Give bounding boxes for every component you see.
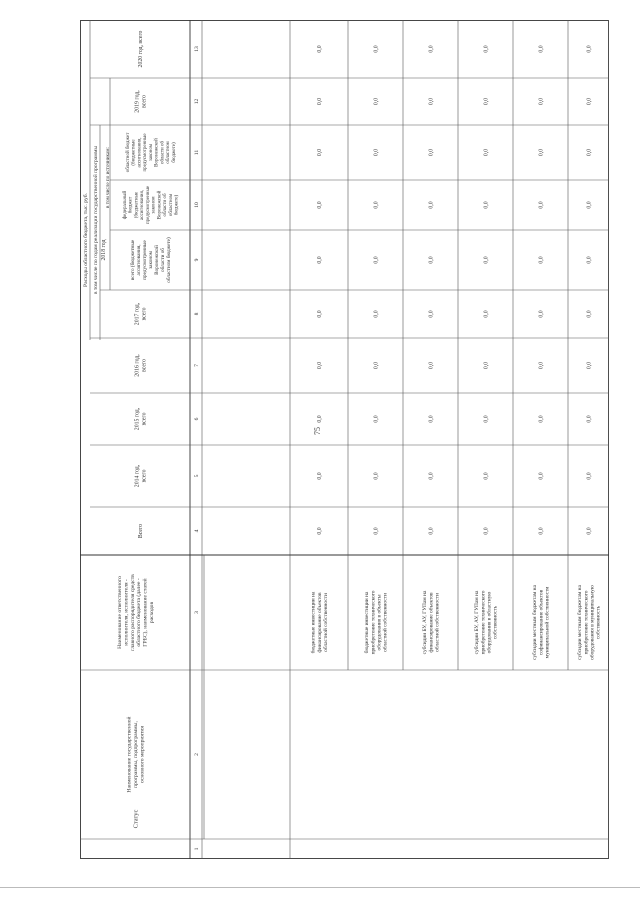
svg-text:0,0: 0,0 — [538, 310, 545, 318]
svg-text:бюджетные инвестиции нафинанси: бюджетные инвестиции нафинансирование объектовобластной собственности — [310, 591, 330, 654]
table-row-1-value-7 — [317, 362, 323, 369]
header-2019 — [135, 90, 148, 113]
column-number-2 — [194, 753, 200, 756]
svg-text:0,0: 0,0 — [428, 256, 435, 264]
svg-text:0,0: 0,0 — [586, 97, 593, 106]
svg-text:0,0: 0,0 — [538, 97, 545, 106]
column-number-11 — [194, 150, 200, 156]
table-row-2-value-7 — [374, 362, 380, 369]
svg-text:0,0: 0,0 — [538, 527, 545, 535]
table-row-6-value-10 — [587, 201, 593, 208]
header-2018-sources — [105, 146, 111, 207]
svg-text:0,0: 0,0 — [428, 361, 435, 370]
table-row-2-value-5 — [374, 472, 380, 479]
header-2018-total — [129, 237, 172, 283]
svg-text:0,0: 0,0 — [317, 527, 324, 535]
svg-text:9: 9 — [193, 258, 200, 262]
svg-text:2015 год,всего: 2015 год,всего — [134, 407, 148, 431]
svg-text:0,0: 0,0 — [428, 472, 435, 480]
header-total — [138, 524, 144, 538]
header-2018-federal — [123, 185, 180, 224]
table-row-4-value-12 — [484, 98, 490, 105]
svg-text:10: 10 — [193, 202, 200, 208]
svg-text:0,0: 0,0 — [428, 45, 435, 53]
column-number-3 — [194, 611, 200, 614]
table-row-6-executor — [576, 584, 602, 660]
table-row-5-executor — [531, 584, 550, 660]
svg-text:2017 год,всего: 2017 год,всего — [134, 302, 148, 326]
svg-text:0,0: 0,0 — [373, 472, 380, 480]
svg-text:0,0: 0,0 — [483, 527, 490, 535]
svg-text:областной бюджет(бюджетныеасси: областной бюджет(бюджетныеассигнования,предусмотренныезакономВоронежскойобласти обобластномбюджете) — [125, 132, 177, 173]
table-row-2-executor — [363, 590, 389, 654]
svg-text:0,0: 0,0 — [483, 415, 490, 423]
table-row-6-value-4 — [587, 527, 593, 534]
table-row-3-value-10 — [429, 201, 435, 208]
svg-text:0,0: 0,0 — [483, 97, 490, 106]
header-2018-regional — [126, 132, 177, 172]
header-program-name — [126, 716, 146, 792]
header-status — [132, 809, 139, 828]
table-row-2-value-4 — [374, 527, 380, 534]
svg-text:0,0: 0,0 — [483, 361, 490, 370]
svg-text:0,0: 0,0 — [373, 361, 380, 370]
svg-text:субсидии БУ, АУ, ГУПам нафинан: субсидии БУ, АУ, ГУПам нафинансирование объектовобластной собственности — [422, 590, 441, 655]
header-years-subgroup — [92, 146, 99, 294]
svg-text:бюджетные инвестиции наприобре: бюджетные инвестиции наприобретение техническогооборудования в объектыобластной собственности — [364, 590, 389, 655]
header-2015 — [135, 407, 148, 430]
svg-text:11: 11 — [193, 149, 200, 156]
svg-text:всего (бюджетныеассигнования,п: всего (бюджетныеассигнования,предусмотренныезакономВоронежскойобласти обобластном бюджете) — [129, 237, 172, 283]
svg-text:0,0: 0,0 — [483, 310, 490, 318]
table-row-3-value-8 — [429, 310, 435, 317]
svg-text:0,0: 0,0 — [373, 201, 380, 209]
table-row-4-value-11 — [484, 149, 490, 156]
table-row-6-value-8 — [587, 310, 593, 317]
table-row-4-value-13 — [484, 45, 490, 52]
header-2018 — [101, 239, 107, 260]
svg-text:0,0: 0,0 — [483, 472, 490, 480]
table-row-4-value-5 — [484, 472, 490, 479]
table-row-4-executor — [473, 590, 499, 654]
table-row-1-value-11 — [317, 149, 323, 156]
column-number-6 — [194, 417, 200, 420]
svg-text:0,0: 0,0 — [428, 148, 435, 157]
table-row-4-value-10 — [484, 201, 490, 208]
svg-text:0,0: 0,0 — [317, 310, 324, 318]
table-row-4-value-9 — [484, 256, 490, 263]
svg-text:0,0: 0,0 — [428, 97, 435, 106]
table-row-4-value-7 — [484, 362, 490, 369]
svg-text:0,0: 0,0 — [538, 472, 545, 480]
svg-text:0,0: 0,0 — [538, 361, 545, 370]
svg-text:0,0: 0,0 — [373, 310, 380, 318]
table-row-1-value-9 — [317, 256, 323, 263]
table-row-2-value-8 — [374, 310, 380, 317]
svg-text:0,0: 0,0 — [586, 527, 593, 535]
svg-text:3: 3 — [193, 611, 200, 614]
column-number-1 — [194, 847, 200, 850]
svg-text:0,0: 0,0 — [317, 415, 324, 423]
table-row-5-value-11 — [539, 149, 545, 156]
header-expenses-group — [82, 192, 89, 286]
column-number-9 — [194, 258, 200, 261]
table-row-2-value-9 — [374, 256, 380, 263]
table-row-6-value-9 — [587, 256, 593, 263]
svg-text:0,0: 0,0 — [373, 45, 380, 53]
svg-text:Статус: Статус — [132, 809, 140, 829]
svg-text:0,0: 0,0 — [586, 45, 593, 53]
column-number-13 — [194, 46, 200, 52]
header-2016 — [135, 354, 148, 377]
svg-text:0,0: 0,0 — [586, 310, 593, 318]
svg-text:в том числе по источникам:: в том числе по источникам: — [104, 147, 111, 208]
table-row-3-value-9 — [429, 256, 435, 263]
svg-text:8: 8 — [193, 312, 200, 316]
svg-text:Наименование ответственногоисп: Наименование ответственногоисполнителя, исполнителя -главного распорядителя средствобластного бюджета (далее -ГРБС), наименование статейрасходов — [116, 574, 156, 651]
svg-text:0,0: 0,0 — [373, 415, 380, 423]
table-row-4-value-6 — [484, 415, 490, 422]
svg-text:12: 12 — [193, 98, 200, 105]
table-row-3-value-7 — [429, 362, 435, 369]
svg-text:Расходы областного бюджета, ты: Расходы областного бюджета, тыс. руб. — [82, 193, 89, 287]
svg-text:0,0: 0,0 — [483, 256, 490, 264]
svg-text:0,0: 0,0 — [317, 201, 324, 209]
table-row-5-value-12 — [539, 98, 545, 105]
table-row-5-value-6 — [539, 415, 545, 422]
header-2020 — [138, 30, 144, 67]
svg-text:Наименование государственнойпр: Наименование государственнойпрограммы, подпрограммы,основного мероприятия — [126, 716, 146, 793]
svg-text:субсидии местным бюджетам насо: субсидии местным бюджетам насофинансирование объектовмуниципальной собственности — [532, 585, 551, 660]
svg-text:федеральныйбюджет(бюджетныеасс: федеральныйбюджет(бюджетныеассигнования,предусмотренныезакономВоронежскойобласти обобластномбюджете) — [122, 185, 180, 225]
table-row-3-value-11 — [429, 149, 435, 156]
svg-text:0,0: 0,0 — [373, 148, 380, 157]
table-row-4-value-8 — [484, 310, 490, 317]
svg-text:0,0: 0,0 — [483, 148, 490, 157]
scan-edge-line — [0, 887, 640, 888]
table-row-1-value-8 — [317, 310, 323, 317]
svg-text:0,0: 0,0 — [317, 97, 324, 106]
column-number-7 — [194, 364, 200, 367]
svg-text:0,0: 0,0 — [538, 256, 545, 264]
table-row-5-value-10 — [539, 201, 545, 208]
svg-text:0,0: 0,0 — [428, 310, 435, 318]
table-row-6-value-13 — [587, 45, 593, 52]
table-row-6-value-12 — [587, 98, 593, 105]
svg-text:0,0: 0,0 — [586, 361, 593, 370]
svg-text:0,0: 0,0 — [538, 148, 545, 157]
table-row-5-value-8 — [539, 310, 545, 317]
page-number: 75 — [313, 427, 322, 435]
table-row-5-value-5 — [539, 472, 545, 479]
table-row-1-value-4 — [317, 527, 323, 534]
svg-text:2019 год,всего: 2019 год,всего — [134, 90, 148, 113]
table-row-2-value-12 — [374, 98, 380, 105]
svg-text:0,0: 0,0 — [317, 148, 324, 157]
table-row-3-executor — [421, 590, 440, 654]
svg-text:0,0: 0,0 — [483, 45, 490, 53]
table-row-2-value-10 — [374, 201, 380, 208]
svg-text:субсидии БУ, АУ, ГУПам наприоб: субсидии БУ, АУ, ГУПам наприобретение техническогооборудования в областнуюсобственность — [474, 590, 499, 655]
table-row-3-value-5 — [429, 472, 435, 479]
column-number-4 — [194, 529, 200, 532]
svg-text:2: 2 — [193, 753, 200, 756]
budget-table-grid — [80, 20, 609, 859]
table-row-3-value-4 — [429, 527, 435, 534]
svg-text:4: 4 — [193, 529, 200, 533]
header-2017 — [135, 302, 148, 325]
svg-text:1: 1 — [193, 847, 200, 851]
table-row-6-value-7 — [587, 362, 593, 369]
svg-text:0,0: 0,0 — [317, 256, 324, 264]
table-row-2-value-6 — [374, 415, 380, 422]
table-row-6-value-5 — [587, 472, 593, 479]
svg-text:0,0: 0,0 — [586, 201, 593, 209]
svg-text:2016 год,всего: 2016 год,всего — [134, 354, 148, 377]
svg-text:2018 год: 2018 год — [101, 239, 108, 261]
table-row-3-value-12 — [429, 98, 435, 105]
column-number-12 — [194, 99, 200, 105]
svg-text:0,0: 0,0 — [428, 415, 435, 423]
table-row-5-value-13 — [539, 45, 545, 52]
svg-text:6: 6 — [193, 417, 200, 421]
svg-text:0,0: 0,0 — [586, 415, 593, 423]
table-row-5-value-4 — [539, 527, 545, 534]
svg-text:в том числе по годам реализаци: в том числе по годам реализации государственной программы — [92, 145, 99, 295]
table-row-2-value-11 — [374, 149, 380, 156]
table-row-1-executor — [310, 591, 329, 653]
svg-text:0,0: 0,0 — [373, 97, 380, 106]
svg-text:0,0: 0,0 — [586, 472, 593, 480]
table-row-1-value-6 — [317, 415, 323, 422]
column-number-8 — [194, 312, 200, 315]
svg-text:0,0: 0,0 — [317, 361, 324, 370]
svg-text:0,0: 0,0 — [538, 45, 545, 53]
svg-text:2014 год,всего: 2014 год,всего — [134, 464, 148, 488]
svg-text:0,0: 0,0 — [373, 256, 380, 264]
table-row-4-value-4 — [484, 527, 490, 534]
svg-text:0,0: 0,0 — [586, 256, 593, 264]
table-row-1-value-5 — [317, 472, 323, 479]
table-row-1-value-13 — [317, 45, 323, 52]
svg-text:5: 5 — [193, 474, 200, 478]
table-row-2-value-13 — [374, 45, 380, 52]
table-row-6-value-6 — [587, 415, 593, 422]
table-row-5-value-9 — [539, 256, 545, 263]
svg-text:2020 год, всего: 2020 год, всего — [138, 30, 145, 68]
svg-text:0,0: 0,0 — [586, 148, 593, 157]
svg-text:0,0: 0,0 — [428, 527, 435, 535]
svg-text:13: 13 — [193, 46, 200, 52]
table-row-1-value-10 — [317, 201, 323, 208]
svg-text:субсидии местным бюджетам напр: субсидии местным бюджетам наприобретение техническогооборудования в муниципальнуюсобственность — [577, 585, 602, 660]
table-row-5-value-7 — [539, 362, 545, 369]
column-number-10 — [194, 202, 200, 208]
header-2014 — [135, 464, 148, 487]
column-number-5 — [194, 474, 200, 477]
svg-text:0,0: 0,0 — [483, 201, 490, 209]
table-row-3-value-6 — [429, 415, 435, 422]
header-executor — [117, 574, 155, 651]
svg-text:0,0: 0,0 — [538, 201, 545, 209]
svg-text:Всего: Всего — [138, 523, 145, 539]
table-row-6-value-11 — [587, 149, 593, 156]
svg-text:0,0: 0,0 — [538, 415, 545, 423]
svg-text:0,0: 0,0 — [317, 472, 324, 480]
svg-text:0,0: 0,0 — [373, 527, 380, 535]
table-row-3-value-13 — [429, 45, 435, 52]
budget-table — [80, 20, 609, 859]
table-row-1-value-12 — [317, 98, 323, 105]
svg-text:0,0: 0,0 — [317, 45, 324, 53]
svg-text:0,0: 0,0 — [428, 201, 435, 209]
svg-text:7: 7 — [193, 364, 200, 367]
